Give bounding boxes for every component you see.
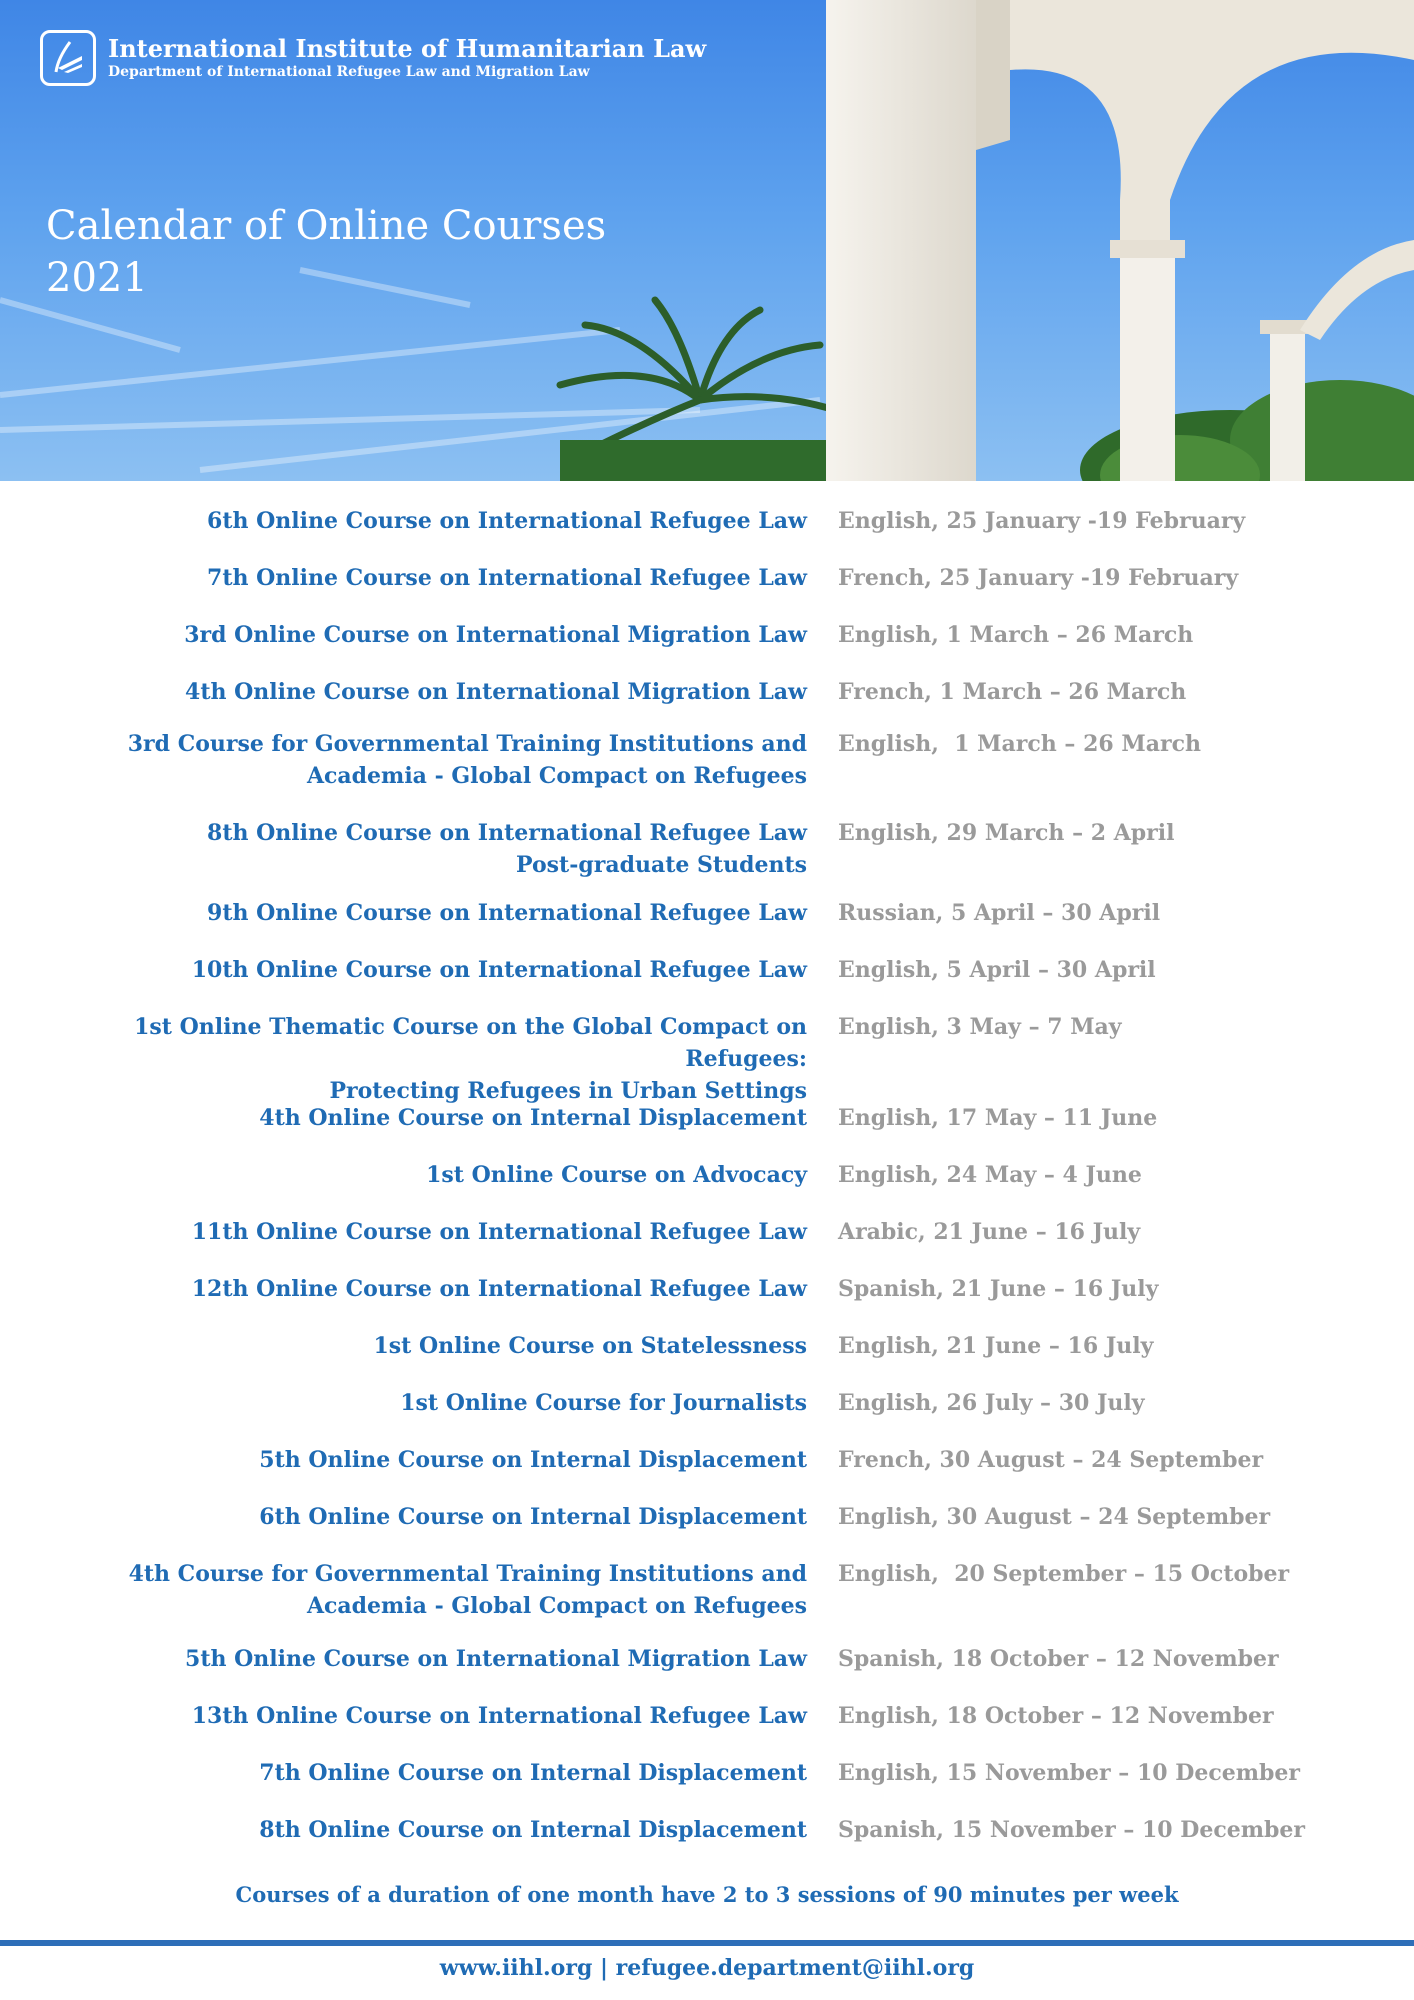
course-language-dates: French, 25 January -19 February	[838, 565, 1239, 591]
course-title-line: 5th Online Course on Internal Displacement	[259, 1447, 807, 1473]
course-language-dates: Spanish, 15 November – 10 December	[838, 1817, 1305, 1843]
hero-banner	[0, 0, 1414, 481]
course-title-line: 5th Online Course on International Migration Law	[185, 1646, 807, 1672]
course-title-line: 1st Online Thematic Course on the Global Compact on Refugees:	[134, 1014, 807, 1072]
course-title-line: 10th Online Course on International Refugee Law	[191, 957, 807, 983]
course-title	[7, 1501, 807, 1533]
course-title-line: Academia - Global Compact on Refugees	[306, 1593, 807, 1619]
course-title	[7, 619, 807, 651]
course-language-dates: English, 24 May – 4 June	[838, 1162, 1142, 1188]
course-title-line: 13th Online Course on International Refugee Law	[191, 1703, 807, 1729]
course-title-line: 8th Online Course on Internal Displacement	[259, 1817, 807, 1843]
course-title	[7, 728, 807, 792]
course-title-line: 4th Online Course on International Migration Law	[185, 679, 807, 705]
course-language-dates: English, 17 May – 11 June	[838, 1105, 1158, 1131]
course-title-line: 6th Online Course on Internal Displacement	[259, 1504, 807, 1530]
course-title	[7, 1387, 807, 1419]
course-language-dates: English, 15 November – 10 December	[838, 1760, 1300, 1786]
course-title	[7, 1216, 807, 1248]
course-language-dates: English, 29 March – 2 April	[838, 820, 1175, 846]
course-title-line: 12th Online Course on International Refugee Law	[191, 1276, 807, 1302]
course-title-line: 4th Course for Governmental Training Institutions and	[128, 1561, 807, 1587]
footer-divider	[0, 1940, 1414, 1946]
course-language-dates: Arabic, 21 June – 16 July	[838, 1219, 1141, 1245]
contact-info: www.iihl.org | refugee.department@iihl.org	[439, 1955, 975, 1981]
course-language-dates: Spanish, 18 October – 12 November	[838, 1646, 1279, 1672]
page-title-year: 2021	[46, 255, 148, 301]
course-title	[7, 1273, 807, 1305]
course-title	[7, 1757, 807, 1789]
course-language-dates: English, 30 August – 24 September	[838, 1504, 1271, 1530]
course-language-dates: French, 1 March – 26 March	[838, 679, 1187, 705]
page-title-line: Calendar of Online Courses	[46, 203, 607, 249]
course-title	[7, 1102, 807, 1134]
course-title-line: 7th Online Course on International Refugee Law	[207, 565, 807, 591]
course-title-line: 1st Online Course on Advocacy	[426, 1162, 807, 1188]
course-title-line: 8th Online Course on International Refugee Law	[207, 820, 807, 846]
page-title	[46, 200, 606, 304]
course-title	[7, 562, 807, 594]
course-title	[7, 954, 807, 986]
course-title	[7, 1558, 807, 1622]
iihl-logo-icon	[40, 30, 96, 86]
course-title	[7, 1159, 807, 1191]
course-title	[7, 1011, 807, 1107]
course-title-line: 3rd Course for Governmental Training Institutions and	[127, 731, 807, 757]
course-title-line: 11th Online Course on International Refugee Law	[191, 1219, 807, 1245]
session-footnote: Courses of a duration of one month have 2 to 3 sessions of 90 minutes per week	[235, 1882, 1179, 1907]
course-title	[7, 505, 807, 537]
course-language-dates: English, 3 May – 7 May	[838, 1014, 1122, 1040]
course-title-line: Post-graduate Students	[516, 852, 807, 878]
course-language-dates: English, 18 October – 12 November	[838, 1703, 1274, 1729]
course-language-dates: English, 25 January -19 February	[838, 508, 1246, 534]
course-title	[7, 1330, 807, 1362]
course-title	[7, 1444, 807, 1476]
course-title	[7, 897, 807, 929]
course-title-line: Protecting Refugees in Urban Settings	[329, 1078, 807, 1104]
course-language-dates: Spanish, 21 June – 16 July	[838, 1276, 1159, 1302]
course-language-dates: English, 1 March – 26 March	[838, 622, 1194, 648]
course-language-dates: English, 1 March – 26 March	[838, 731, 1201, 757]
brand-header	[40, 30, 706, 86]
course-language-dates: French, 30 August – 24 September	[838, 1447, 1264, 1473]
course-language-dates: English, 20 September – 15 October	[838, 1561, 1290, 1587]
course-language-dates: English, 5 April – 30 April	[838, 957, 1156, 983]
course-title	[7, 1700, 807, 1732]
course-title-line: 9th Online Course on International Refugee Law	[207, 900, 807, 926]
course-language-dates: English, 21 June – 16 July	[838, 1333, 1154, 1359]
course-language-dates: Russian, 5 April – 30 April	[838, 900, 1161, 926]
course-title-line: 6th Online Course on International Refugee Law	[207, 508, 807, 534]
course-title-line: 1st Online Course on Statelessness	[373, 1333, 807, 1359]
course-title	[7, 817, 807, 881]
department-name: Department of International Refugee Law and Migration Law	[108, 64, 590, 80]
org-name: International Institute of Humanitarian Law	[108, 34, 707, 63]
course-title-line: 3rd Online Course on International Migration Law	[184, 622, 807, 648]
course-language-dates: English, 26 July – 30 July	[838, 1390, 1145, 1416]
course-title-line: 7th Online Course on Internal Displacement	[259, 1760, 807, 1786]
course-title-line: Academia - Global Compact on Refugees	[306, 763, 807, 789]
course-title-line: 4th Online Course on Internal Displacement	[259, 1105, 807, 1131]
course-title-line: 1st Online Course for Journalists	[400, 1390, 807, 1416]
course-title	[7, 1643, 807, 1675]
course-title	[7, 676, 807, 708]
course-title	[7, 1814, 807, 1846]
